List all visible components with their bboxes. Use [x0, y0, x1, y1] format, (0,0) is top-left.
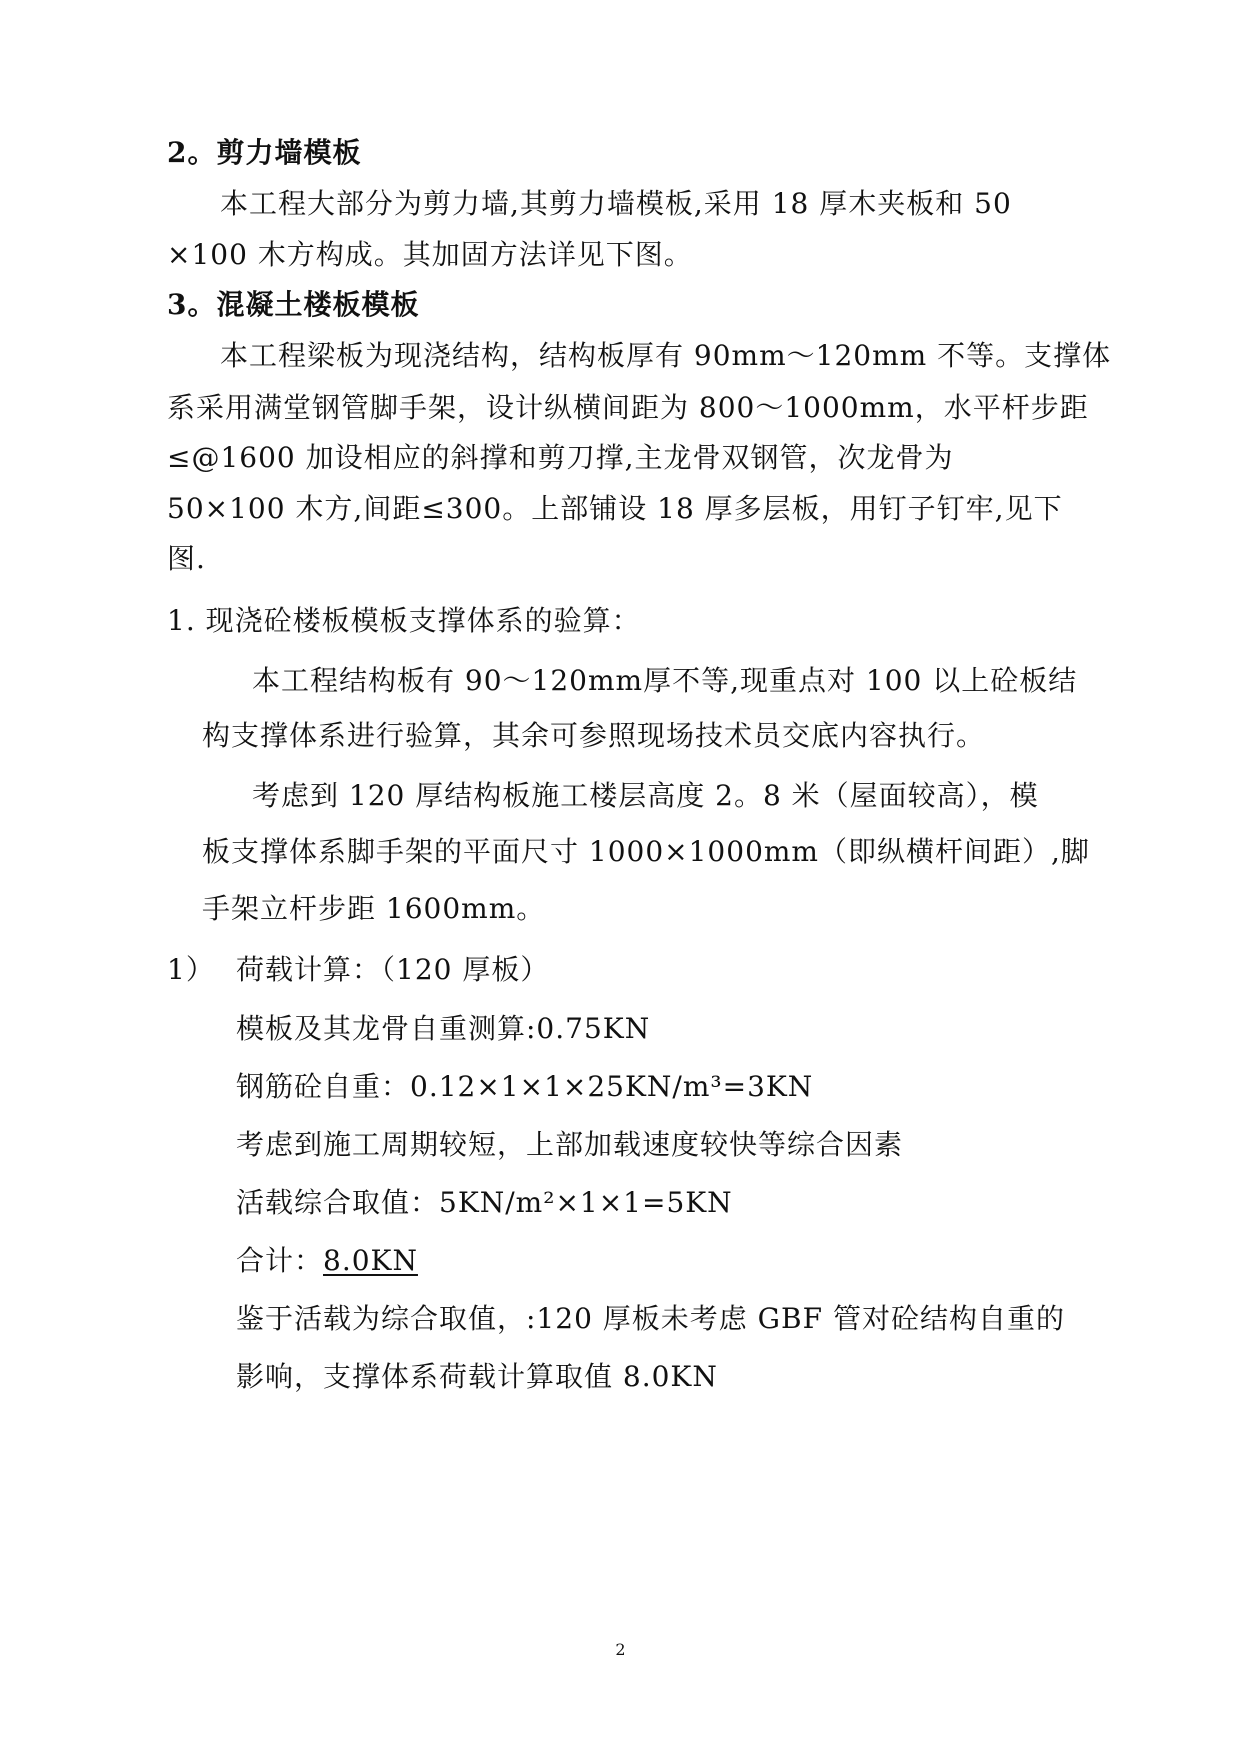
paragraph-line: ≤@1600 加设相应的斜撑和剪刀撑,主龙骨双钢管，次龙骨为 — [167, 441, 954, 474]
section-heading-shear-wall: 2。剪力墙模板 — [167, 136, 362, 169]
paragraph-line: ×100 木方构成。其加固方法详见下图。 — [167, 238, 693, 271]
load-item-number: 1） — [167, 953, 215, 986]
paragraph-line: 手架立杆步距 1600mm。 — [202, 892, 546, 925]
paragraph-line: 考虑到 120 厚结构板施工楼层高度 2。8 米（屋面较高），模 — [252, 779, 1039, 812]
load-conclusion-line: 鉴于活载为综合取值，:120 厚板未考虑 GBF 管对砼结构自重的 — [236, 1302, 1065, 1335]
paragraph-line: 板支撑体系脚手架的平面尺寸 1000×1000mm（即纵横杆间距）,脚 — [202, 835, 1090, 868]
load-item: 模板及其龙骨自重测算:0.75KN — [236, 1012, 651, 1045]
paragraph-line: 系采用满堂钢管脚手架，设计纵横间距为 800～1000mm，水平杆步距 — [167, 391, 1089, 424]
paragraph-line: 本工程结构板有 90～120mm厚不等,现重点对 100 以上砼板结 — [252, 664, 1078, 697]
load-total-label: 合计： — [236, 1244, 324, 1277]
paragraph-line: 本工程大部分为剪力墙,其剪力墙模板,采用 18 厚木夹板和 50 — [220, 187, 1012, 220]
load-item: 活载综合取值：5KN/m²×1×1=5KN — [236, 1186, 733, 1219]
load-title: 荷载计算：（120 厚板） — [236, 953, 550, 986]
paragraph-line: 50×100 木方,间距≤300。上部铺设 18 厚多层板，用钉子钉牢,见下 — [167, 492, 1063, 525]
load-conclusion-line: 影响，支撑体系荷载计算取值 8.0KN — [236, 1360, 718, 1393]
paragraph-line: 构支撑体系进行验算，其余可参照现场技术员交底内容执行。 — [202, 719, 986, 752]
load-total — [236, 1243, 418, 1279]
paragraph-line: 本工程梁板为现浇结构，结构板厚有 90mm～120mm 不等。支撑体 — [220, 339, 1112, 372]
check-title: 1. 现浇砼楼板模板支撑体系的验算： — [167, 604, 641, 637]
load-total-value: 8.0KN — [323, 1244, 418, 1277]
section-heading-slab: 3。混凝土楼板模板 — [167, 288, 420, 321]
load-item: 考虑到施工周期较短，上部加载速度较快等综合因素 — [236, 1128, 904, 1161]
paragraph-line: 图. — [167, 542, 206, 575]
load-item: 钢筋砼自重：0.12×1×1×25KN/m³=3KN — [236, 1070, 814, 1103]
page-number: 2 — [615, 1640, 626, 1659]
